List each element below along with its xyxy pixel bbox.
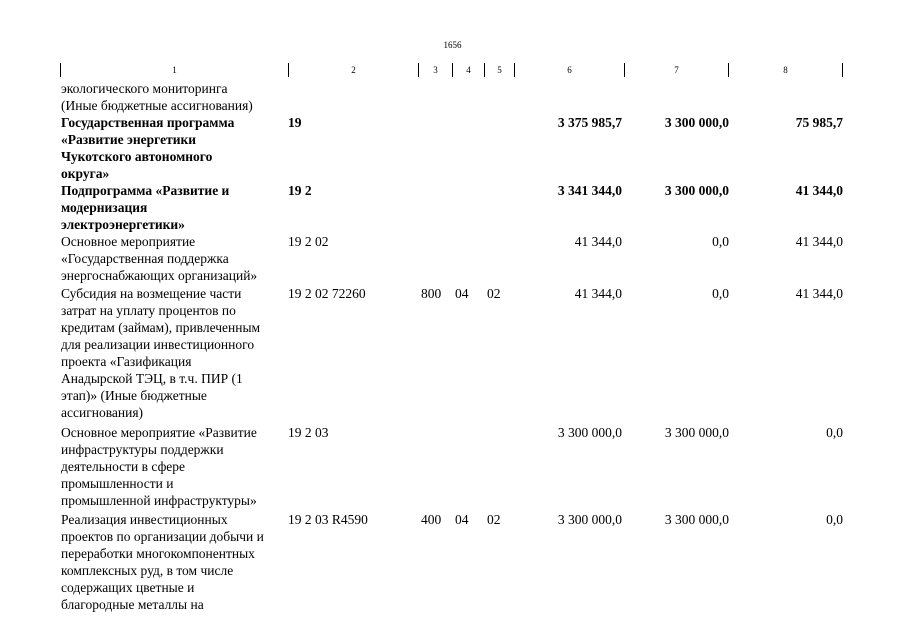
row-code: 19 2: [288, 183, 312, 198]
row-value-7: 3 300 000,0: [664, 183, 729, 198]
column-header-4: 4: [452, 63, 484, 77]
row-name: Субсидия на возмещение части затрат на уплату процентов по кредитам (займам), привлеченным для реализации инвестиционного проекта «Газификация Анадырской ТЭЦ, в т.ч. ПИР (1 этап)» (Иные бюджетные ассигнования): [61, 286, 261, 420]
row-code: 19 2 02 72260: [288, 286, 366, 301]
row-name: Основное мероприятие «Государственная поддержка энергоснабжающих организаций»: [61, 234, 258, 283]
column-header-8: 8: [728, 63, 843, 77]
row-code: 19 2 03: [288, 425, 329, 440]
row-value-8: 41 344,0: [795, 234, 843, 249]
column-header-5: 5: [484, 63, 514, 77]
row-value-7: 0,0: [712, 286, 729, 301]
row-value-8: 0,0: [826, 425, 843, 440]
row-value-6: 3 300 000,0: [557, 425, 622, 440]
row-name: Реализация инвестиционных проектов по организации добычи и переработки многокомпонентных комплексных руд, в том числе содержащих цветные и благородные металлы на: [61, 512, 264, 612]
row-value-8: 0,0: [826, 512, 843, 527]
row-value-6: 3 341 344,0: [557, 183, 622, 198]
column-header-6: 6: [514, 63, 624, 77]
row-col-4: 04: [455, 512, 469, 527]
row-value-8: 41 344,0: [795, 183, 843, 198]
row-name: экологического мониторинга (Иные бюджетные ассигнования): [61, 81, 253, 113]
page-number: 1656: [443, 40, 462, 50]
row-value-6: 3 300 000,0: [557, 512, 622, 527]
row-value-8: 75 985,7: [795, 115, 843, 130]
column-header-1: 1: [60, 63, 288, 77]
row-value-7: 0,0: [712, 234, 729, 249]
row-name: Подпрограмма «Развитие и модернизация электроэнергетики»: [61, 183, 230, 232]
row-value-7: 3 300 000,0: [664, 425, 729, 440]
row-col-5: 02: [487, 512, 501, 527]
row-col-4: 04: [455, 286, 469, 301]
row-name: Государственная программа «Развитие энергетики Чукотского автономного округа»: [61, 115, 235, 181]
column-header-7: 7: [624, 63, 728, 77]
row-col-3: 800: [421, 286, 442, 301]
row-col-3: 400: [421, 512, 442, 527]
row-value-6: 3 375 985,7: [557, 115, 622, 130]
row-value-6: 41 344,0: [574, 286, 622, 301]
column-header-3: 3: [418, 63, 452, 77]
row-value-6: 41 344,0: [574, 234, 622, 249]
row-value-7: 3 300 000,0: [664, 115, 729, 130]
column-header-2: 2: [288, 63, 418, 77]
row-value-8: 41 344,0: [795, 286, 843, 301]
row-name: Основное мероприятие «Развитие инфраструктуры поддержки деятельности в сфере промышленности и промышленной инфраструктуры»: [61, 425, 257, 508]
row-col-5: 02: [487, 286, 501, 301]
row-value-7: 3 300 000,0: [664, 512, 729, 527]
row-code: 19: [288, 115, 302, 130]
row-code: 19 2 03 R4590: [288, 512, 368, 527]
row-code: 19 2 02: [288, 234, 329, 249]
